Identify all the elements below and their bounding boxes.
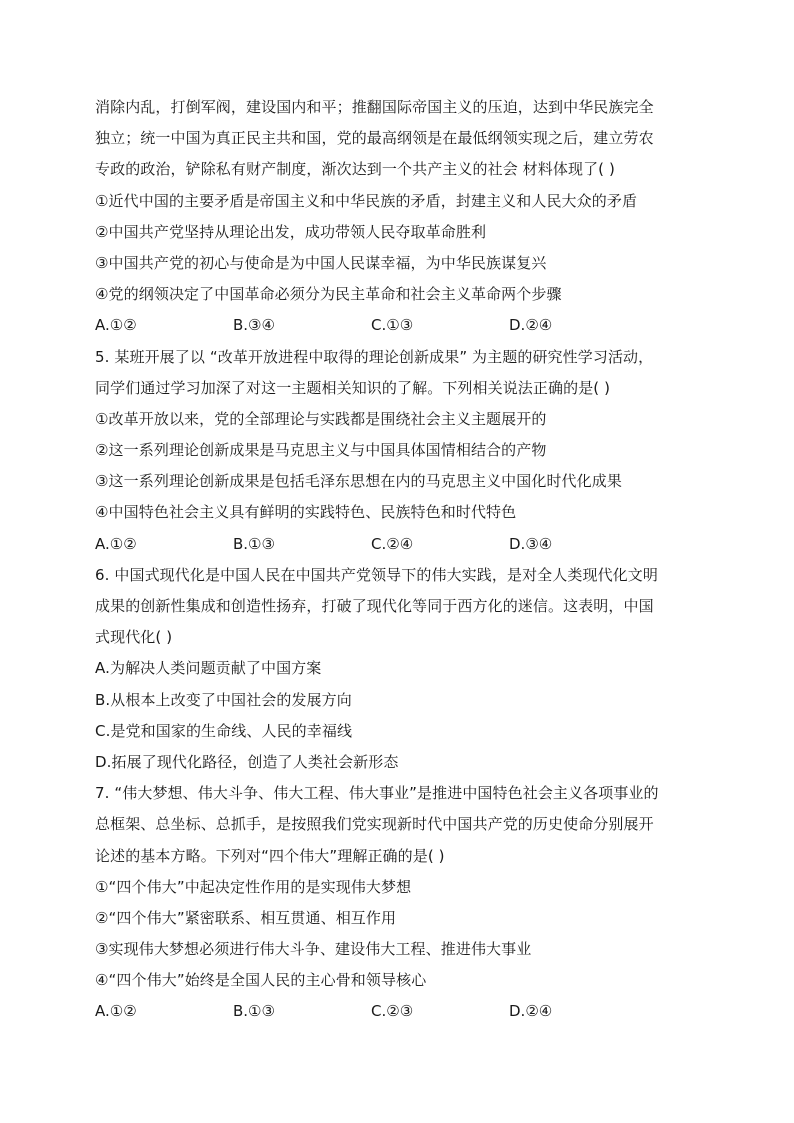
- question-5-option-3: ③这一系列理论创新成果是包括毛泽东思想在内的马克思主义中国化时代化成果: [95, 472, 622, 491]
- question-7-choice-a: A.①②: [95, 1002, 137, 1021]
- question-6-stem-line: 式现代化( ): [95, 628, 173, 647]
- question-7-choice-b: B.①③: [233, 1002, 275, 1021]
- question-4-stem-line: 消除内乱，打倒军阀，建设国内和平；推翻国际帝国主义的压迫，达到中华民族完全: [95, 98, 654, 116]
- question-6-option-b: B.从根本上改变了中国社会的发展方向: [95, 690, 352, 709]
- question-7-option-1: ①“四个伟大”中起决定性作用的是实现伟大梦想: [95, 877, 412, 896]
- question-5-stem-line: 同学们通过学习加深了对这一主题相关知识的了解。下列相关说法正确的是( ): [95, 378, 611, 397]
- question-4-stem-line: 独立；统一中国为真正民主共和国，党的最高纲领是在最低纲领实现之后，建立劳农: [95, 129, 654, 148]
- question-5-option-4: ④中国特色社会主义具有鲜明的实践特色、民族特色和时代特色: [95, 503, 517, 522]
- question-4-option-3: ③中国共产党的初心与使命是为中国人民谋幸福，为中华民族谋复兴: [95, 253, 547, 272]
- question-5-choice-a: A.①②: [95, 534, 137, 553]
- question-7: [95, 778, 715, 1028]
- question-4-option-4: ④党的纲领决定了中国革命必须分为民主革命和社会主义革命两个步骤: [95, 285, 562, 304]
- question-6-option-d: D.拓展了现代化路径，创造了人类社会新形态: [95, 752, 399, 771]
- question-4-choice-c: C.①③: [371, 316, 414, 335]
- question-7-option-4: ④“四个伟大”始终是全国人民的主心骨和领导核心: [95, 971, 427, 990]
- question-7-choice-d: D.②④: [509, 1002, 553, 1021]
- question-5-choice-d: D.③④: [509, 534, 553, 553]
- question-4-choices: [95, 310, 715, 341]
- question-5-choice-c: C.②④: [371, 534, 414, 553]
- question-6: [95, 560, 715, 778]
- question-5-option-2: ②这一系列理论创新成果是马克思主义与中国具体国情相结合的产物: [95, 441, 547, 460]
- question-4-choice-b: B.③④: [233, 316, 275, 335]
- question-5: [95, 342, 715, 560]
- question-7-choices: [95, 996, 715, 1027]
- question-6-stem-line: 6. 中国式现代化是中国人民在中国共产党领导下的伟大实践，是对全人类现代化文明: [95, 565, 658, 584]
- question-7-stem-line: 7. “伟大梦想、伟大斗争、伟大工程、伟大事业”是推进中国特色社会主义各项事业的: [95, 784, 659, 803]
- question-6-option-c: C.是党和国家的生命线、人民的幸福线: [95, 721, 353, 740]
- question-7-option-3: ③实现伟大梦想必须进行伟大斗争、建设伟大工程、推进伟大事业: [95, 940, 532, 959]
- question-7-choice-c: C.②③: [371, 1002, 414, 1021]
- question-4-option-1: ①近代中国的主要矛盾是帝国主义和中华民族的矛盾，封建主义和人民大众的矛盾: [95, 191, 638, 210]
- question-4: [95, 92, 715, 342]
- question-5-stem-line: 5. 某班开展了以 “改革开放进程中取得的理论创新成果” 为主题的研究性学习活动，: [95, 347, 654, 366]
- question-7-option-2: ②“四个伟大”紧密联系、相互贯通、相互作用: [95, 908, 397, 927]
- question-6-stem-line: 成果的创新性集成和创造性扬弃，打破了现代化等同于西方化的迷信。这表明，中国: [95, 597, 654, 615]
- document-page: [95, 92, 715, 1028]
- question-4-option-2: ②中国共产党坚持从理论出发，成功带领人民夺取革命胜利: [95, 222, 487, 241]
- question-7-stem-line: 总框架、总坐标、总抓手，是按照我们党实现新时代中国共产党的历史使命分别展开: [95, 815, 654, 834]
- question-7-stem-line: 论述的基本方略。下列对“四个伟大”理解正确的是( ): [95, 846, 445, 865]
- question-5-choice-b: B.①③: [233, 534, 275, 553]
- question-5-choices: [95, 529, 715, 560]
- question-6-option-a: A.为解决人类问题贡献了中国方案: [95, 659, 322, 678]
- question-4-choice-d: D.②④: [509, 316, 553, 335]
- question-4-stem-line: 专政的政治，铲除私有财产制度，渐次达到一个共产主义的社会 材料体现了( ): [95, 160, 615, 179]
- question-4-choice-a: A.①②: [95, 316, 137, 335]
- question-5-option-1: ①改革开放以来，党的全部理论与实践都是围绕社会主义主题展开的: [95, 409, 547, 428]
